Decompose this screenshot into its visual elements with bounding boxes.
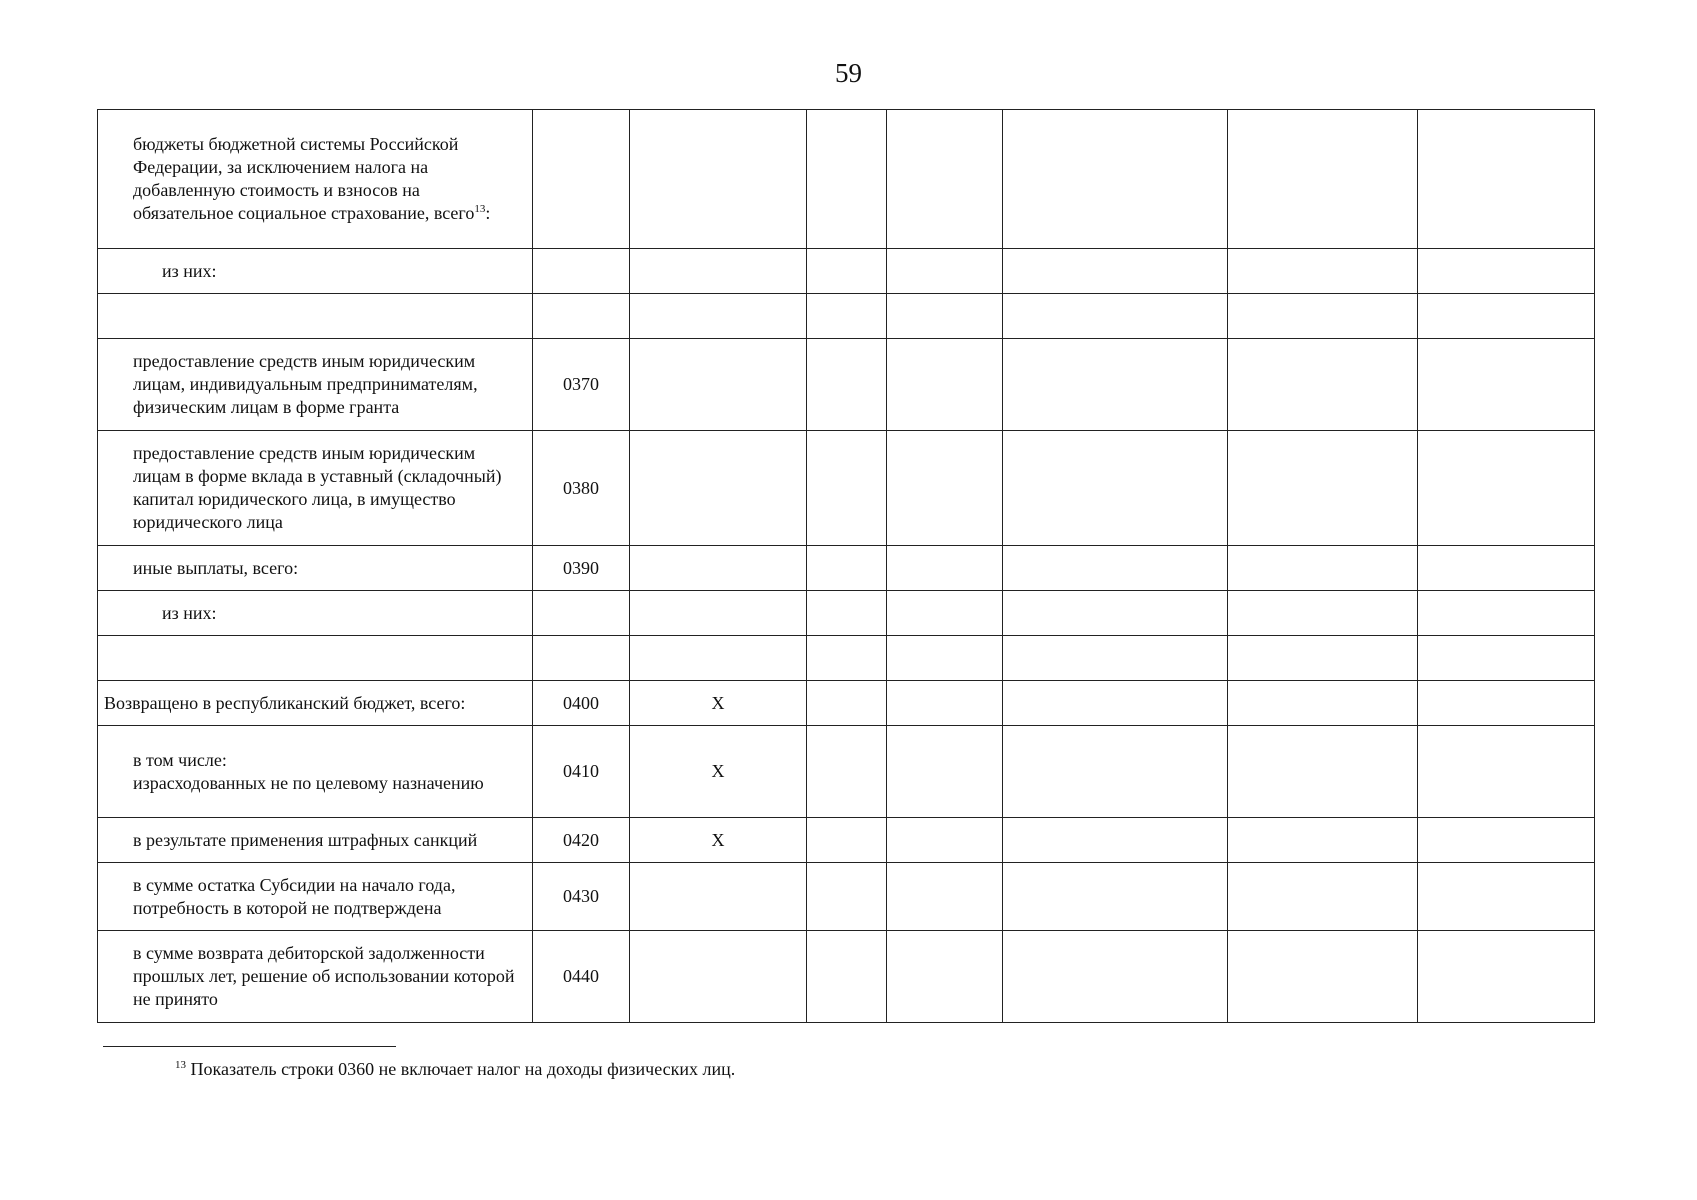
- value-cell: [1228, 546, 1418, 591]
- value-cell: [1003, 636, 1228, 681]
- value-cell: [1228, 110, 1418, 249]
- value-cell: [887, 294, 1003, 339]
- row-name-suffix: :: [485, 203, 491, 223]
- value-cell: [1228, 636, 1418, 681]
- row-code: [533, 636, 630, 681]
- value-cell: [1418, 546, 1595, 591]
- row-name: из них:: [98, 249, 533, 294]
- value-cell: [807, 431, 887, 546]
- row-name: в сумме возврата дебиторской задолженности прошлых лет, решение об использовании которой не принято: [98, 931, 533, 1023]
- row-name: [98, 294, 533, 339]
- value-cell: [1228, 249, 1418, 294]
- row-name: бюджеты бюджетной системы Российской Федерации, за исключением налога на добавленную стоимость и взносов на обязательное социальное страхование, всего: [133, 134, 475, 223]
- row-mark: [630, 931, 807, 1023]
- row-name: иные выплаты, всего:: [98, 546, 533, 591]
- table-row: [98, 863, 1595, 931]
- value-cell: [1418, 931, 1595, 1023]
- row-name-cell: [98, 726, 533, 818]
- row-mark: [630, 636, 807, 681]
- value-cell: [807, 818, 887, 863]
- row-mark: X: [630, 681, 807, 726]
- value-cell: [1418, 636, 1595, 681]
- value-cell: [1003, 249, 1228, 294]
- value-cell: [887, 110, 1003, 249]
- value-cell: [1418, 249, 1595, 294]
- value-cell: [1003, 931, 1228, 1023]
- value-cell: [1418, 591, 1595, 636]
- row-code: 0430: [533, 863, 630, 931]
- value-cell: [1228, 681, 1418, 726]
- value-cell: [1228, 431, 1418, 546]
- row-name: израсходованных не по целевому назначению: [133, 772, 484, 793]
- value-cell: [1228, 931, 1418, 1023]
- row-name: в результате применения штрафных санкций: [98, 818, 533, 863]
- table-row: [98, 681, 1595, 726]
- table-row: [98, 294, 1595, 339]
- row-name: [98, 636, 533, 681]
- value-cell: [1418, 294, 1595, 339]
- row-name: предоставление средств иным юридическим лицам в форме вклада в уставный (складочный) капитал юридического лица, в имущество юридического лица: [98, 431, 533, 546]
- value-cell: [807, 110, 887, 249]
- value-cell: [1228, 726, 1418, 818]
- value-cell: [1003, 726, 1228, 818]
- value-cell: [1418, 431, 1595, 546]
- value-cell: [1418, 681, 1595, 726]
- value-cell: [1418, 818, 1595, 863]
- value-cell: [807, 863, 887, 931]
- row-code: [533, 110, 630, 249]
- row-code: 0410: [533, 726, 630, 818]
- row-code: 0390: [533, 546, 630, 591]
- value-cell: [887, 818, 1003, 863]
- value-cell: [1003, 294, 1228, 339]
- row-code: [533, 249, 630, 294]
- value-cell: [1418, 339, 1595, 431]
- table-row: [98, 431, 1595, 546]
- value-cell: [1228, 818, 1418, 863]
- table-row: [98, 591, 1595, 636]
- row-mark: [630, 249, 807, 294]
- value-cell: [887, 339, 1003, 431]
- value-cell: [807, 931, 887, 1023]
- footnote-number: 13: [175, 1059, 186, 1071]
- value-cell: [1003, 818, 1228, 863]
- value-cell: [1003, 110, 1228, 249]
- row-name: предоставление средств иным юридическим лицам, индивидуальным предпринимателям, физическим лицам в форме гранта: [98, 339, 533, 431]
- table-row: [98, 110, 1595, 249]
- row-name-cell: [98, 110, 533, 249]
- value-cell: [1003, 863, 1228, 931]
- row-name: в сумме остатка Субсидии на начало года, потребность в которой не подтверждена: [98, 863, 533, 931]
- value-cell: [1228, 591, 1418, 636]
- row-name: из них:: [98, 591, 533, 636]
- value-cell: [1003, 681, 1228, 726]
- row-code: 0370: [533, 339, 630, 431]
- row-code: [533, 591, 630, 636]
- table-row: [98, 249, 1595, 294]
- value-cell: [1228, 339, 1418, 431]
- table-row: [98, 726, 1595, 818]
- report-table: [97, 109, 1595, 1023]
- value-cell: [807, 726, 887, 818]
- value-cell: [807, 681, 887, 726]
- row-code: 0440: [533, 931, 630, 1023]
- value-cell: [887, 591, 1003, 636]
- value-cell: [1418, 110, 1595, 249]
- value-cell: [887, 863, 1003, 931]
- table-row: [98, 546, 1595, 591]
- value-cell: [887, 681, 1003, 726]
- row-mark: X: [630, 818, 807, 863]
- row-mark: [630, 591, 807, 636]
- value-cell: [807, 294, 887, 339]
- row-mark: [630, 294, 807, 339]
- value-cell: [887, 546, 1003, 591]
- row-mark: [630, 863, 807, 931]
- value-cell: [1418, 726, 1595, 818]
- value-cell: [807, 546, 887, 591]
- value-cell: [807, 636, 887, 681]
- page-number: 59: [835, 58, 862, 88]
- row-mark: X: [630, 726, 807, 818]
- value-cell: [1003, 431, 1228, 546]
- footnote-ref: 13: [474, 203, 486, 215]
- row-mark: [630, 431, 807, 546]
- value-cell: [1003, 591, 1228, 636]
- footnote-text: Показатель строки 0360 не включает налог на доходы физических лиц.: [186, 1059, 736, 1079]
- row-name-intro: в том числе:: [133, 749, 227, 770]
- value-cell: [887, 431, 1003, 546]
- value-cell: [887, 636, 1003, 681]
- value-cell: [1228, 863, 1418, 931]
- value-cell: [1418, 863, 1595, 931]
- value-cell: [807, 591, 887, 636]
- row-mark: [630, 110, 807, 249]
- row-name: Возвращено в республиканский бюджет, всего:: [98, 681, 533, 726]
- row-code: 0400: [533, 681, 630, 726]
- row-code: 0420: [533, 818, 630, 863]
- row-mark: [630, 339, 807, 431]
- value-cell: [1003, 546, 1228, 591]
- value-cell: [887, 249, 1003, 294]
- value-cell: [807, 339, 887, 431]
- value-cell: [887, 931, 1003, 1023]
- row-code: [533, 294, 630, 339]
- table-row: [98, 818, 1595, 863]
- table-row: [98, 339, 1595, 431]
- value-cell: [1228, 294, 1418, 339]
- footnote-divider: [103, 1046, 396, 1047]
- value-cell: [1003, 339, 1228, 431]
- row-code: 0380: [533, 431, 630, 546]
- table-row: [98, 636, 1595, 681]
- table-row: [98, 931, 1595, 1023]
- value-cell: [887, 726, 1003, 818]
- footnote: [175, 1058, 735, 1080]
- row-mark: [630, 546, 807, 591]
- value-cell: [807, 249, 887, 294]
